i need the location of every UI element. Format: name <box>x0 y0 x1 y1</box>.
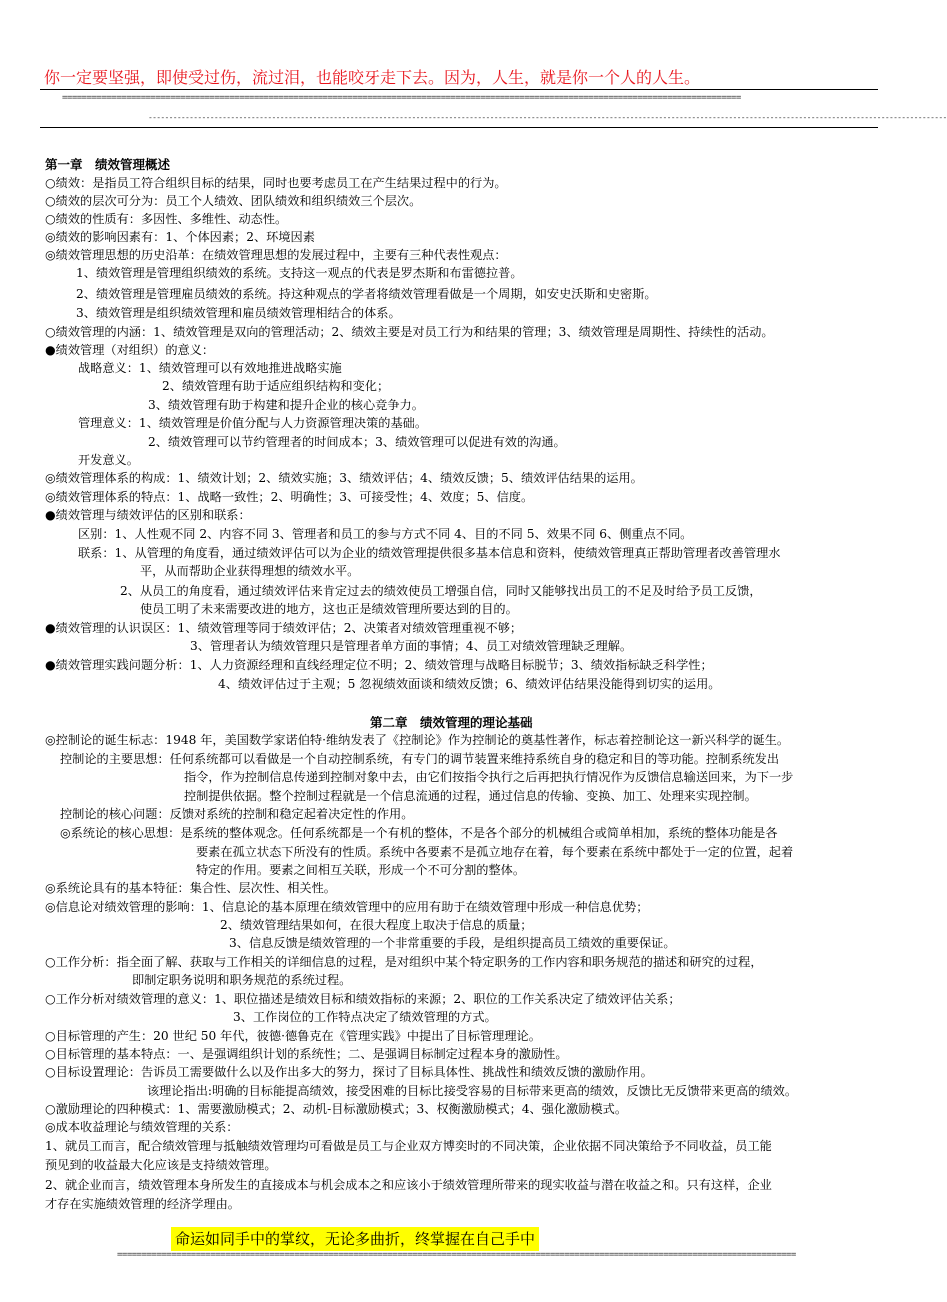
bottom-equals-separator: ========================================================================================================================================== <box>117 1250 796 1260</box>
ch2-line: ◎系统论具有的基本特征：集合性、层次性、相关性。 <box>45 881 336 895</box>
ch1-line: 战略意义：1、绩效管理可以有效地推进战略实施 <box>78 361 342 375</box>
chapter2-title: 第二章 绩效管理的理论基础 <box>370 715 533 730</box>
ch2-line: ◎信息论对绩效管理的影响：1、信息论的基本原理在绩效管理中的应用有助于在绩效管理中形成一种信息优势； <box>45 900 649 914</box>
ch1-line: ●绩效管理的认识误区：1、绩效管理等同于绩效评估；2、决策者对绩效管理重视不够； <box>45 621 523 635</box>
bottom-motto-highlight: 命运如同手中的掌纹，无论多曲折，终掌握在自己手中 <box>171 1227 539 1251</box>
equals-separator: ========================================================================================================================================== <box>62 93 741 103</box>
ch1-line: ●绩效管理实践问题分析：1、人力资源经理和直线经理定位不明；2、绩效管理与战略目标脱节；3、绩效指标缺乏科学性； <box>45 658 713 672</box>
ch1-line: 3、绩效管理是组织绩效管理和雇员绩效管理相结合的体系。 <box>76 306 401 320</box>
ch2-line: 才存在实施绩效管理的经济学理由。 <box>45 1197 240 1211</box>
top-rule <box>40 89 878 90</box>
ch2-line: ○工作分析对绩效管理的意义：1、职位描述是绩效目标和绩效指标的来源；2、职位的工作关系决定了绩效评估关系； <box>45 992 681 1006</box>
ch2-line: 3、信息反馈是绩效管理的一个非常重要的手段，是组织提高员工绩效的重要保证。 <box>229 936 676 950</box>
ch2-line: 1、就员工而言，配合绩效管理与抵触绩效管理均可看做是员工与企业双方博奕时的不同决策，企业依据不同决策给予不同收益，员工能 <box>45 1139 772 1153</box>
ch2-line: ○激励理论的四种模式：1、需要激励模式；2、动机-目标激励模式；3、权衡激励模式；4、强化激励模式。 <box>45 1102 628 1116</box>
chapter1-title: 第一章 绩效管理概述 <box>45 157 171 172</box>
ch1-line: 2、绩效管理有助于适应组织结构和变化； <box>162 379 390 393</box>
ch2-line: ○工作分析：指全面了解、获取与工作相关的详细信息的过程，是对组织中某个特定职务的工作内容和职务规范的描述和研究的过程， <box>45 955 763 969</box>
header-bottom-rule <box>40 127 878 128</box>
ch2-line: 即制定职务说明和职务规范的系统过程。 <box>132 973 352 987</box>
ch2-line: ○目标管理的基本特点：一、是强调组织计划的系统性；二、是强调目标制定过程本身的激励性。 <box>45 1047 568 1061</box>
ch1-line: 使员工明了未来需要改进的地方，这也正是绩效管理所要达到的目的。 <box>140 602 518 616</box>
ch2-line: 2、就企业而言，绩效管理本身所发生的直接成本与机会成本之和应该小于绩效管理所带来的现实收益与潜在收益之和。只有这样，企业 <box>45 1178 772 1192</box>
ch1-line: ●绩效管理（对组织）的意义： <box>45 343 215 357</box>
ch1-line: 2、从员工的角度看，通过绩效评估来肯定过去的绩效使员工增强自信，同时又能够找出员工的不足及时给予员工反馈， <box>120 584 762 598</box>
ch1-line: ○绩效的层次可分为：员工个人绩效、团队绩效和组织绩效三个层次。 <box>45 194 422 208</box>
ch1-line: 联系：1、从管理的角度看，通过绩效评估可以为企业的绩效管理提供很多基本信息和资料，使绩效管理真正帮助管理者改善管理水 <box>78 546 781 560</box>
ch1-line: 开发意义。 <box>78 453 139 467</box>
ch1-line: 区别：1、人性观不同 2、内容不同 3、管理者和员工的参与方式不同 4、目的不同 5、效果不同 6、侧重点不同。 <box>78 527 693 541</box>
ch2-line: 特定的作用。要素之间相互关联，形成一个不可分割的整体。 <box>196 863 526 877</box>
ch1-line: ○绩效：是指员工符合组织目标的结果，同时也要考虑员工在产生结果过程中的行为。 <box>45 176 507 190</box>
ch2-line: ○目标管理的产生：20 世纪 50 年代，彼德·德鲁克在《管理实践》中提出了目标管理理论。 <box>45 1029 541 1043</box>
ch2-line: 该理论指出:明确的目标能提高绩效，接受困难的目标比接受容易的目标带来更高的绩效，反馈比无反馈带来更高的绩效。 <box>147 1084 798 1098</box>
ch2-line: ◎控制论的诞生标志：1948 年，美国数学家诺伯特·维纳发表了《控制论》作为控制论的奠基性著作，标志着控制论这一新兴科学的诞生。 <box>45 733 790 747</box>
ch1-line: 管理意义：1、绩效管理是价值分配与人力资源管理决策的基础。 <box>78 416 428 430</box>
ch1-line: ◎绩效管理体系的特点：1、战略一致性；2、明确性；3、可接受性；4、效度；5、信度。 <box>45 490 534 504</box>
ch2-line: ○目标设置理论：告诉员工需要做什么以及作出多大的努力，探讨了目标具体性、挑战性和绩效反馈的激励作用。 <box>45 1065 653 1079</box>
top-motto: 你一定要坚强，即使受过伤，流过泪，也能咬牙走下去。因为，人生，就是你一个人的人生。 <box>44 68 701 87</box>
ch1-line: 4、绩效评估过于主观；5 忽视绩效面谈和绩效反馈；6、绩效评估结果没能得到切实的运用。 <box>218 677 721 691</box>
ch1-line: 3、管理者认为绩效管理只是管理者单方面的事情；4、员工对绩效管理缺乏理解。 <box>190 639 633 653</box>
ch2-line: ◎系统论的核心思想：是系统的整体观念。任何系统都是一个有机的整体，不是各个部分的机械组合或简单相加，系统的整体功能是各 <box>60 826 778 840</box>
ch1-line: ●绩效管理与绩效评估的区别和联系： <box>45 508 251 522</box>
ch1-line: ◎绩效的影响因素有：1、个体因素；2、环境因素 <box>45 230 315 244</box>
ch1-line: ○绩效的性质有：多因性、多维性、动态性。 <box>45 212 288 226</box>
ch2-line: 要素在孤立状态下所没有的性质。系统中各要素不是孤立地存在着，每个要素在系统中都处于一定的位置，起着 <box>196 845 794 859</box>
ch1-line: ◎绩效管理思想的历史沿革：在绩效管理思想的发展过程中，主要有三种代表性观点： <box>45 248 507 262</box>
ch1-line: 平，从而帮助企业获得理想的绩效水平。 <box>140 564 360 578</box>
ch2-line: ◎成本收益理论与绩效管理的关系： <box>45 1120 239 1134</box>
ch2-line: 预见到的收益最大化应该是支持绩效管理。 <box>45 1158 277 1172</box>
ch1-line: 3、绩效管理有助于构建和提升企业的核心竞争力。 <box>148 398 424 412</box>
ch1-line: 2、绩效管理可以节约管理者的时间成本；3、绩效管理可以促进有效的沟通。 <box>148 435 566 449</box>
ch1-line: ○绩效管理的内涵：1、绩效管理是双向的管理活动；2、绩效主要是对员工行为和结果的管理；3、绩效管理是周期性、持续性的活动。 <box>45 325 774 339</box>
ch2-line: 控制提供依据。整个控制过程就是一个信息流通的过程，通过信息的传输、变换、加工、处理来实现控制。 <box>184 789 757 803</box>
ch1-line: 2、绩效管理是管理雇员绩效的系统。持这种观点的学者将绩效管理看做是一个周期，如安史沃斯和史密斯。 <box>76 287 657 301</box>
ch1-line: ◎绩效管理体系的构成：1、绩效计划；2、绩效实施；3、绩效评估；4、绩效反馈；5、绩效评估结果的运用。 <box>45 471 643 485</box>
ch2-line: 2、绩效管理结果如何，在很大程度上取决于信息的质量； <box>220 918 533 932</box>
dash-separator: -------------------------------------------------------------------------------------------------------------------------------------------------------------------------------------------------- <box>148 113 947 122</box>
ch2-line: 控制论的核心问题：反馈对系统的控制和稳定起着决定性的作用。 <box>60 807 414 821</box>
ch2-line: 3、工作岗位的工作特点决定了绩效管理的方式。 <box>233 1010 497 1024</box>
ch2-line: 指令，作为控制信息传递到控制对象中去，由它们按指令执行之后再把执行情况作为反馈信息输送回来，为下一步 <box>184 770 794 784</box>
ch2-line: 控制论的主要思想：任何系统都可以看做是一个自动控制系统，有专门的调节装置来维持系统自身的稳定和目的等功能。控制系统发出 <box>60 752 780 766</box>
ch1-line: 1、绩效管理是管理组织绩效的系统。支持这一观点的代表是罗杰斯和布雷德拉普。 <box>76 266 523 280</box>
